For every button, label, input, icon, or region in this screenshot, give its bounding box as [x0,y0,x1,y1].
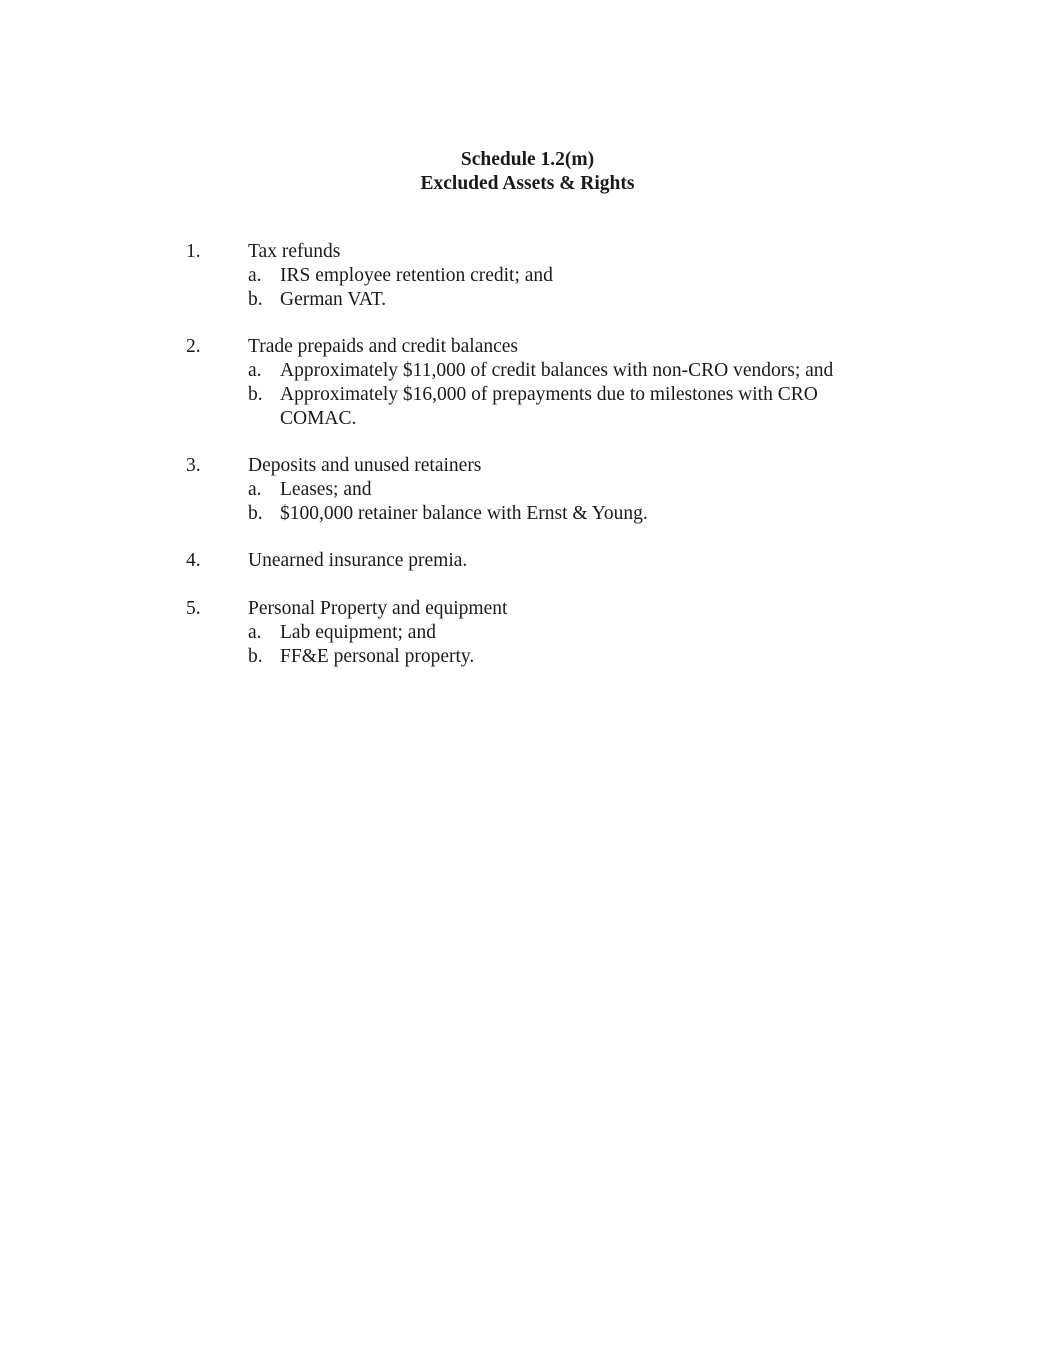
sub-item-marker: b. [248,384,263,405]
sub-item-text: Lab equipment; and [280,622,436,643]
sub-item [0,288,1055,312]
list-item-4 [0,549,1055,573]
sub-item-text: German VAT. [280,289,387,310]
item-number: 5. [186,598,201,619]
sub-item-marker: a. [248,360,262,381]
item-number: 2. [186,336,201,357]
item-title: Deposits and unused retainers [248,455,482,476]
sub-item-text: $100,000 retainer balance with Ernst & Young. [280,503,648,524]
sub-item [0,645,1055,669]
sub-item [0,264,1055,288]
sub-item [0,478,1055,502]
sub-item-text: Approximately $16,000 of prepayments due to milestones with CRO COMAC. [280,384,818,429]
item-heading-row [0,335,1055,359]
item-title: Personal Property and equipment [248,598,508,619]
list-item-1 [0,240,1055,312]
item-number: 1. [186,241,201,262]
item-heading-row [0,549,1055,573]
item-heading-row [0,454,1055,478]
sub-item-marker: a. [248,622,262,643]
item-number: 3. [186,455,201,476]
sub-item-text: Leases; and [280,479,372,500]
sub-item-marker: b. [248,289,263,310]
sub-item [0,502,1055,526]
item-title: Unearned insurance premia. [248,550,468,571]
sub-item-text: IRS employee retention credit; and [280,265,553,286]
sub-item-marker: b. [248,646,263,667]
sub-item-marker: a. [248,479,262,500]
schedule-number: Schedule 1.2(m) [460,149,595,170]
list-item-2 [0,335,1055,431]
sub-item [0,621,1055,645]
sub-item-text: Approximately $11,000 of credit balances with non-CRO vendors; and [280,360,834,381]
schedule-title: Excluded Assets & Rights [420,173,635,194]
list-item-3 [0,454,1055,526]
item-title: Trade prepaids and credit balances [248,336,519,357]
item-heading-row [0,240,1055,264]
sub-item-marker: a. [248,265,262,286]
sub-item [0,359,1055,383]
sub-item-marker: b. [248,503,263,524]
sub-item [0,383,1055,431]
item-number: 4. [186,550,201,571]
list-item-5 [0,597,1055,669]
item-title: Tax refunds [248,241,341,262]
item-heading-row [0,597,1055,621]
sub-item-text: FF&E personal property. [280,646,475,667]
